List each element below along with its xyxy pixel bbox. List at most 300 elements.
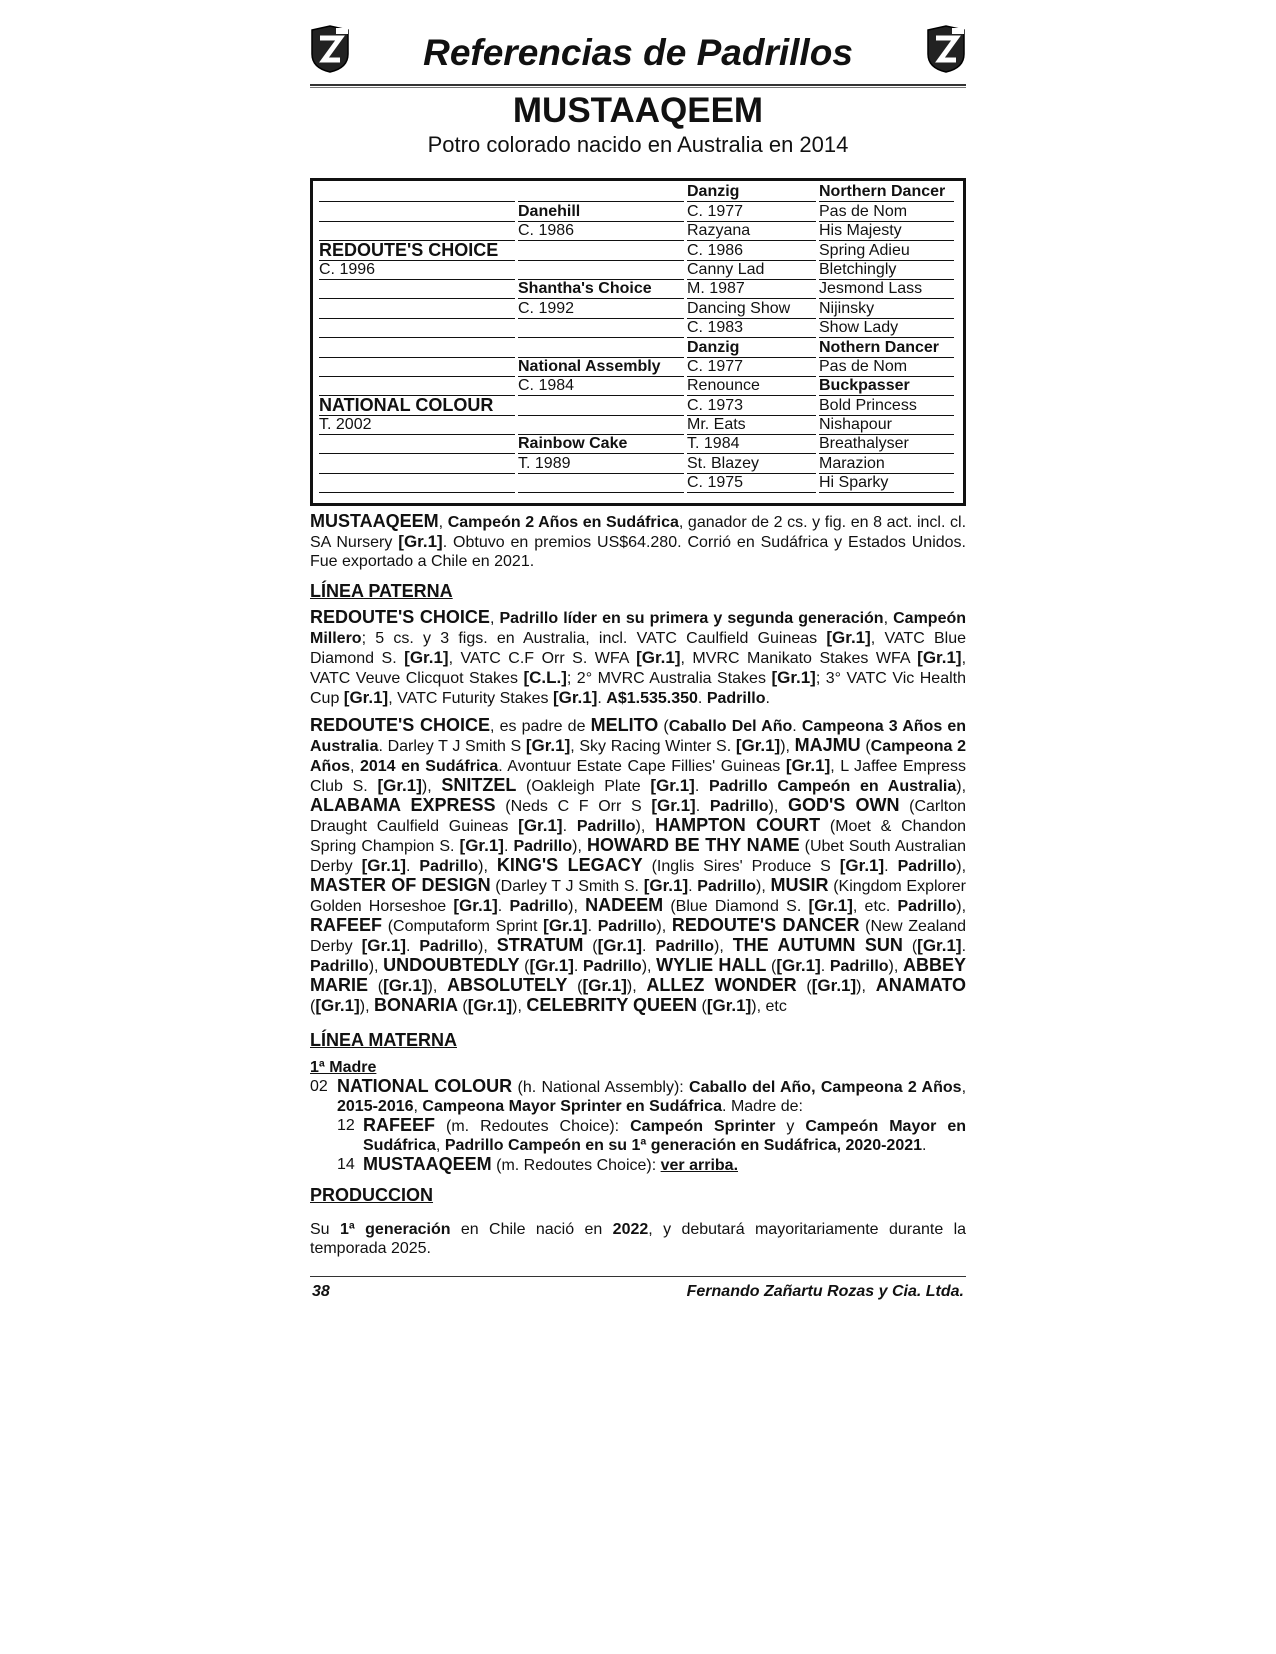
- race-grade: [Gr.1]: [597, 936, 642, 955]
- section-heading-materna: LÍNEA MATERNA: [310, 1030, 457, 1050]
- bold-text: Padrillo: [509, 898, 569, 915]
- pedigree-cell: Renounce: [687, 376, 816, 396]
- horse-name-ref: NADEEM: [585, 895, 664, 915]
- race-grade: [Gr.1]: [404, 648, 449, 667]
- horse-subtitle: Potro colorado nacido en Australia en 2014: [427, 132, 849, 157]
- text-run: ),: [626, 978, 647, 995]
- pedigree-cell: Dancing Show: [687, 299, 816, 319]
- bold-text: Padrillo: [709, 798, 769, 815]
- pedigree-cell: C. 1977: [687, 357, 816, 377]
- horse-name-ref: UNDOUBTEDLY: [383, 955, 520, 975]
- text-run: .: [792, 718, 802, 735]
- pedigree-row: [316, 454, 960, 473]
- horse-name-ref: MUSTAAQEEM: [363, 1154, 492, 1174]
- pedigree-cell: [518, 318, 684, 338]
- produccion-paragraph: [310, 1220, 966, 1258]
- bold-text: Caballo Del Año: [668, 718, 793, 735]
- pedigree-row: [316, 377, 960, 396]
- text-run: ),: [956, 858, 967, 875]
- text-run: ,: [350, 758, 360, 775]
- race-grade: [Gr.1]: [518, 816, 563, 835]
- race-grade: [Gr.1]: [543, 916, 588, 935]
- bold-text: Padrillo: [583, 958, 642, 975]
- text-run: .: [694, 778, 709, 795]
- text-run: ; 3° VATC Vic Health Cup: [310, 670, 967, 707]
- race-grade: [Gr.1]: [361, 936, 406, 955]
- horse-name-ref: REDOUTE'S CHOICE: [310, 607, 490, 627]
- text-run: .: [597, 690, 607, 707]
- text-run: (: [697, 998, 707, 1015]
- text-run: (: [583, 938, 598, 955]
- text-run: , VATC Veuve Clicquot Stakes: [310, 650, 967, 687]
- race-grade: [Gr.1]: [811, 976, 857, 995]
- text-run: ),: [714, 938, 733, 955]
- bold-text: Caballo del Año, Campeona 2 Años: [689, 1079, 962, 1096]
- text-run: (New Zealand Derby: [310, 918, 967, 955]
- header-rule: [310, 84, 966, 88]
- race-grade: [Gr.1]: [636, 648, 681, 667]
- text-run: .: [562, 818, 577, 835]
- race-grade: [Gr.1]: [361, 856, 407, 875]
- horse-name-ref: WYLIE HALL: [656, 955, 767, 975]
- bold-text: Padrillo: [576, 818, 636, 835]
- race-grade: [Gr.1]: [839, 856, 885, 875]
- horse-name-ref: REDOUTE'S CHOICE: [310, 715, 490, 735]
- text-run: , L Jaffee Empress Club S.: [310, 758, 967, 795]
- text-run: ,: [961, 1079, 967, 1096]
- horse-name-ref: MASTER OF DESIGN: [310, 875, 491, 895]
- pedigree-cell: [518, 338, 684, 358]
- horse-name-ref: GOD'S OWN: [787, 795, 900, 815]
- horse-name-ref: KING'S LEGACY: [496, 855, 643, 875]
- text-run: ),: [368, 958, 384, 975]
- text-run: ),: [568, 898, 586, 915]
- text-run: ,: [489, 610, 500, 627]
- race-grade: [Gr.1]: [467, 996, 513, 1015]
- pedigree-cell: T. 1989: [518, 454, 684, 474]
- pedigree-row: [316, 416, 960, 435]
- text-run: ),: [512, 998, 527, 1015]
- text-run: .: [922, 1137, 927, 1154]
- text-run: ),: [755, 878, 771, 895]
- pedigree-row: [316, 474, 960, 493]
- pedigree-cell: St. Blazey: [687, 454, 816, 474]
- race-grade: [Gr.1]: [582, 976, 627, 995]
- race-grade: [Gr.1]: [459, 836, 504, 855]
- horse-name-ref: ANAMATO: [875, 975, 967, 995]
- page-footer: [310, 1283, 966, 1305]
- text-run: ,: [413, 1098, 423, 1115]
- horse-name-ref: NATIONAL COLOUR: [337, 1076, 513, 1096]
- pedigree-cell: [319, 318, 515, 338]
- race-grade: [Gr.1]: [453, 896, 498, 915]
- bold-text: Padrillo Campeón en su 1ª generación en Sudáfrica, 2020-2021: [444, 1137, 923, 1154]
- pedigree-cell: Mr. Eats: [687, 415, 816, 435]
- pedigree-cell: Danzig: [687, 338, 816, 358]
- text-run: .: [961, 938, 967, 955]
- text-run: .: [573, 958, 583, 975]
- text-run: (m. Redoutes Choice):: [491, 1157, 661, 1174]
- bold-text: Campeona 2 Años: [310, 738, 966, 775]
- text-run: y: [775, 1118, 806, 1135]
- pedigree-cell: C. 1986: [518, 221, 684, 241]
- horse-name-ref: MAJMU: [794, 735, 861, 755]
- race-grade: [Gr.1]: [651, 796, 696, 815]
- pedigree-row: [316, 299, 960, 318]
- race-grade: [Gr.1]: [771, 668, 816, 687]
- pedigree-cell: C. 1983: [687, 318, 816, 338]
- pedigree-cell: [319, 454, 515, 474]
- pedigree-cell: Buckpasser: [819, 376, 954, 396]
- pedigree-cell: Nijinsky: [819, 299, 954, 319]
- race-grade: [Gr.1]: [917, 936, 962, 955]
- text-run: . Madre de:: [722, 1098, 803, 1115]
- pedigree-row: [316, 241, 960, 260]
- pedigree-cell: C. 1986: [687, 241, 816, 261]
- bold-text: Padrillo: [419, 858, 479, 875]
- pedigree-cell: [319, 182, 515, 202]
- pedigree-cell: His Majesty: [819, 221, 954, 241]
- pedigree-cell: REDOUTE'S CHOICE: [319, 241, 515, 261]
- pedigree-cell: Pas de Nom: [819, 202, 954, 222]
- text-run: .: [503, 838, 514, 855]
- page-title: Referencias de Padrillos: [423, 32, 853, 73]
- text-run: (Ubet South Australian Derby: [310, 838, 967, 875]
- pedigree-cell: Hi Sparky: [819, 473, 954, 493]
- text-run: .: [587, 918, 598, 935]
- pedigree-cell: [319, 357, 515, 377]
- text-run: ,: [435, 1137, 445, 1154]
- paterna-paragraph: [310, 608, 966, 708]
- text-run: ),: [956, 778, 967, 795]
- pedigree-row: [316, 396, 960, 415]
- text-run: (Neds C F Orr S: [495, 798, 652, 815]
- text-run: (Oakleigh Plate: [516, 778, 651, 795]
- horse-name-ref: REDOUTE'S DANCER: [671, 915, 860, 935]
- text-run: (: [519, 958, 530, 975]
- pedigree-cell: Marazion: [819, 454, 954, 474]
- text-run: .: [406, 858, 420, 875]
- document-page: [310, 20, 966, 1305]
- pedigree-cell: Northern Dancer: [819, 182, 954, 202]
- text-run: , etc.: [852, 898, 898, 915]
- text-run: ),: [421, 778, 442, 795]
- race-grade: [Gr.1]: [315, 996, 360, 1015]
- text-run: (Blue Diamond S.: [663, 898, 809, 915]
- reference-link: ver arriba.: [660, 1157, 739, 1174]
- text-run: (Moet & Chandon Spring Champion S.: [310, 818, 967, 855]
- pedigree-cell: [319, 202, 515, 222]
- horse-name-ref: HAMPTON COURT: [655, 815, 821, 835]
- text-run: ),: [359, 998, 374, 1015]
- pedigree-row: [316, 280, 960, 299]
- text-run: .: [497, 898, 510, 915]
- bold-text: Padrillo: [310, 958, 369, 975]
- horse-name: MUSTAAQEEM: [512, 91, 764, 130]
- pedigree-cell: M. 1987: [687, 279, 816, 299]
- progeny-year: 12: [337, 1117, 355, 1134]
- race-grade: [Gr.1]: [529, 956, 574, 975]
- progeny-text: [363, 1115, 967, 1154]
- pedigree-cell: C. 1975: [687, 473, 816, 493]
- pedigree-cell: [319, 279, 515, 299]
- text-run: (: [902, 938, 918, 955]
- race-grade: [Gr.1]: [643, 876, 689, 895]
- text-run: , y debutará mayoritariamente durante la temporada 2025.: [310, 1221, 967, 1257]
- pedigree-cell: National Assembly: [518, 357, 684, 377]
- bold-text: 2022: [612, 1221, 649, 1238]
- text-run: ),: [572, 838, 588, 855]
- text-run: ; 5 cs. y 3 figs. en Australia, incl. VATC Caulfield Guineas: [361, 630, 827, 647]
- bold-text: 2015-2016: [337, 1098, 414, 1115]
- pedigree-table: [310, 178, 966, 506]
- text-run: . Avontuur Estate Cape Fillies' Guineas: [498, 758, 786, 775]
- pedigree-cell: Show Lady: [819, 318, 954, 338]
- pedigree-row: [316, 222, 960, 241]
- race-grade: [Gr.1]: [706, 996, 752, 1015]
- race-grade: [Gr.1]: [650, 776, 695, 795]
- race-grade: [Gr.1]: [552, 688, 598, 707]
- text-run: , es padre de: [490, 718, 591, 735]
- race-grade: [Gr.1]: [776, 956, 821, 975]
- pedigree-cell: [518, 415, 684, 435]
- pedigree-cell: [319, 473, 515, 493]
- progeny-entry: [310, 1155, 966, 1175]
- section-heading-paterna: LÍNEA PATERNA: [310, 581, 453, 601]
- pedigree-cell: Nishapour: [819, 415, 954, 435]
- text-run: ),: [427, 978, 448, 995]
- race-grade: [C.L.]: [523, 668, 567, 687]
- race-grade: [Gr.1]: [735, 736, 781, 755]
- bold-text: Padrillo: [897, 898, 957, 915]
- horse-name-ref: STRATUM: [496, 935, 584, 955]
- pedigree-cell: C. 1992: [518, 299, 684, 319]
- summary-grade: [Gr.1]: [398, 532, 443, 551]
- pedigree-cell: Nothern Dancer: [819, 338, 954, 358]
- madre-heading: 1ª Madre: [310, 1059, 377, 1076]
- bold-text: 2014 en Sudáfrica: [359, 758, 499, 775]
- horse-name-ref: MELITO: [590, 715, 659, 735]
- summary-paragraph: MUSTAAQEEM, Campeón 2 Años en Sudáfrica, ganador de 2 cs. y fig. en 8 act. incl. cl. SA Nursery [Gr.1]. Obtuvo en premios US$64.280. Corrió en Sudáfrica y Estados Unidos. Fue exportado a Chile en 2021.: [310, 511, 967, 570]
- horse-name-ref: RAFEEF: [310, 915, 382, 935]
- pedigree-cell: NATIONAL COLOUR: [319, 396, 515, 416]
- race-grade: [Gr.1]: [525, 736, 571, 755]
- text-run: en Chile nació en: [450, 1221, 613, 1238]
- page-number: 38: [312, 1283, 330, 1300]
- race-grade: [Gr.1]: [377, 776, 422, 795]
- text-run: (Carlton Draught Caulfield Guineas: [310, 798, 967, 835]
- text-run: ),: [768, 798, 788, 815]
- pedigree-cell: [518, 260, 684, 280]
- text-run: , VATC Blue Diamond S.: [310, 630, 966, 667]
- pedigree-cell: Shantha's Choice: [518, 279, 684, 299]
- summary-title: Campeón 2 Años en Sudáfrica: [447, 514, 679, 531]
- bold-text: Campeona Mayor Sprinter en Sudáfrica: [422, 1098, 723, 1115]
- horse-name-ref: ALABAMA EXPRESS: [310, 795, 496, 815]
- pedigree-cell: Rainbow Cake: [518, 434, 684, 454]
- pedigree-cell: [319, 221, 515, 241]
- bold-text: Padrillo líder en su primera y segunda generación: [499, 610, 884, 627]
- text-run: .: [641, 938, 656, 955]
- text-run: ,: [883, 610, 894, 627]
- pedigree-cell: Pas de Nom: [819, 357, 954, 377]
- bold-text: Padrillo: [513, 838, 573, 855]
- horse-name-ref: ABSOLUTELY: [447, 975, 568, 995]
- text-run: .: [405, 938, 420, 955]
- pedigree-cell: C. 1996: [319, 260, 515, 280]
- race-grade: [Gr.1]: [917, 648, 962, 667]
- text-run: (: [368, 978, 384, 995]
- text-run: ),: [780, 738, 795, 755]
- bold-text: Padrillo Campeón en Australia: [708, 778, 957, 795]
- pedigree-cell: [319, 376, 515, 396]
- pedigree-cell: Danehill: [518, 202, 684, 222]
- pedigree-cell: C. 1977: [687, 202, 816, 222]
- pedigree-cell: T. 1984: [687, 434, 816, 454]
- text-run: , MVRC Manikato Stakes WFA: [680, 650, 918, 667]
- progeny-entry: [310, 1116, 966, 1155]
- summary-text: , ganador de 2 cs. y fig. en 8 act. incl. cl. SA Nursery: [310, 514, 967, 551]
- text-run: ), etc: [751, 998, 787, 1015]
- bold-text: Campeona 3 Años en Australia: [310, 718, 967, 755]
- text-run: (m. Redoutes Choice):: [435, 1118, 631, 1135]
- text-run: Su: [310, 1221, 340, 1238]
- text-run: (Computaform Sprint: [382, 918, 544, 935]
- bold-text: A$1.535.350: [606, 690, 698, 707]
- horse-name-ref: RAFEEF: [363, 1115, 435, 1135]
- madre-entry: [310, 1077, 966, 1116]
- text-run: .: [820, 958, 830, 975]
- text-run: (: [796, 978, 812, 995]
- paterna-progeny-paragraph: [310, 716, 966, 1016]
- text-run: (Kingdom Explorer Golden Horseshoe: [310, 878, 966, 915]
- pedigree-row: [316, 435, 960, 454]
- text-run: .: [884, 858, 898, 875]
- text-run: (h. National Assembly):: [512, 1079, 690, 1096]
- horse-name-ref: ABBEY MARIE: [310, 955, 966, 995]
- text-run: ),: [641, 958, 657, 975]
- text-run: , Sky Racing Winter S.: [570, 738, 736, 755]
- horse-name-ref: THE AUTUMN SUN: [732, 935, 903, 955]
- bold-text: Padrillo: [597, 918, 657, 935]
- text-run: ),: [478, 858, 497, 875]
- page-header: [310, 20, 966, 84]
- pedigree-cell: [518, 473, 684, 493]
- pedigree-cell: [319, 299, 515, 319]
- text-run: ),: [856, 978, 876, 995]
- text-run: .: [765, 690, 770, 707]
- pedigree-cell: Bold Princess: [819, 396, 954, 416]
- pedigree-cell: Jesmond Lass: [819, 279, 954, 299]
- pedigree-row: [316, 202, 960, 221]
- text-run: ),: [635, 818, 656, 835]
- text-run: . Darley T J Smith S: [378, 738, 526, 755]
- text-run: ),: [956, 898, 967, 915]
- horse-name-ref: SNITZEL: [441, 775, 517, 795]
- pedigree-row: [316, 261, 960, 280]
- pedigree-cell: T. 2002: [319, 415, 515, 435]
- horse-name-ref: BONARIA: [373, 995, 458, 1015]
- pedigree-cell: Razyana: [687, 221, 816, 241]
- progeny-text: [363, 1154, 739, 1174]
- pedigree-row: [316, 358, 960, 377]
- horse-name-ref: HOWARD BE THY NAME: [587, 835, 800, 855]
- madre-year: 02: [310, 1078, 328, 1095]
- bold-text: Padrillo: [697, 878, 756, 895]
- text-run: (: [457, 998, 468, 1015]
- text-run: ),: [656, 918, 672, 935]
- race-grade: [Gr.1]: [808, 896, 853, 915]
- bold-text: 1ª generación: [339, 1221, 451, 1238]
- pedigree-row: [316, 183, 960, 202]
- footer-rule: [310, 1276, 966, 1277]
- bold-text: Campeón Mayor en Sudáfrica: [363, 1118, 967, 1154]
- race-grade: [Gr.1]: [826, 628, 871, 647]
- text-run: .: [688, 878, 698, 895]
- text-run: (Darley T J Smith S.: [490, 878, 644, 895]
- text-run: (Inglis Sires' Produce S: [642, 858, 840, 875]
- bold-text: Padrillo: [829, 958, 889, 975]
- text-run: .: [697, 690, 707, 707]
- pedigree-cell: [518, 182, 684, 202]
- pedigree-cell: Danzig: [687, 182, 816, 202]
- text-run: , VATC C.F Orr S. WFA: [448, 650, 637, 667]
- company-name: Fernando Zañartu Rozas y Cia. Ltda.: [686, 1283, 964, 1300]
- pedigree-cell: Bletchingly: [819, 260, 954, 280]
- pedigree-cell: [319, 338, 515, 358]
- logo-icon: [924, 24, 968, 74]
- pedigree-cell: Breathalyser: [819, 434, 954, 454]
- pedigree-row: [316, 338, 960, 357]
- pedigree-cell: [518, 396, 684, 416]
- pedigree-cell: [319, 434, 515, 454]
- pedigree-cell: C. 1984: [518, 376, 684, 396]
- text-run: (: [860, 738, 871, 755]
- progeny-year: 14: [337, 1156, 355, 1173]
- horse-name-ref: ALLEZ WONDER: [646, 975, 797, 995]
- text-run: (: [766, 958, 777, 975]
- pedigree-cell: Canny Lad: [687, 260, 816, 280]
- text-run: , VATC Futurity Stakes: [388, 690, 553, 707]
- horse-name-ref: CELEBRITY QUEEN: [526, 995, 698, 1015]
- text-run: (: [658, 718, 669, 735]
- bold-text: Campeón Millero: [310, 610, 967, 647]
- summary-horse-name: MUSTAAQEEM: [310, 511, 439, 531]
- text-run: ; 2° MVRC Australia Stakes: [566, 670, 772, 687]
- pedigree-cell: Spring Adieu: [819, 241, 954, 261]
- pedigree-cell: [518, 241, 684, 261]
- text-run: .: [695, 798, 710, 815]
- text-run: ),: [888, 958, 903, 975]
- text-run: (: [310, 998, 316, 1015]
- horse-name-ref: MUSIR: [770, 875, 829, 895]
- pedigree-row: [316, 319, 960, 338]
- bold-text: Campeón Sprinter: [630, 1118, 776, 1135]
- bold-text: Padrillo: [706, 690, 766, 707]
- section-heading-produccion: PRODUCCION: [310, 1185, 434, 1205]
- text-run: ),: [478, 938, 497, 955]
- race-grade: [Gr.1]: [343, 688, 389, 707]
- summary-text: . Obtuvo en premios US$64.280. Corrió en Sudáfrica y Estados Unidos. Fue exportado a Chile en 2021.: [310, 534, 966, 570]
- pedigree-cell: C. 1973: [687, 396, 816, 416]
- race-grade: [Gr.1]: [383, 976, 428, 995]
- madre-text: [337, 1076, 967, 1115]
- bold-text: Padrillo: [419, 938, 479, 955]
- bold-text: Padrillo: [655, 938, 715, 955]
- race-grade: [Gr.1]: [785, 756, 831, 775]
- text-run: (: [567, 978, 583, 995]
- bold-text: Padrillo: [897, 858, 957, 875]
